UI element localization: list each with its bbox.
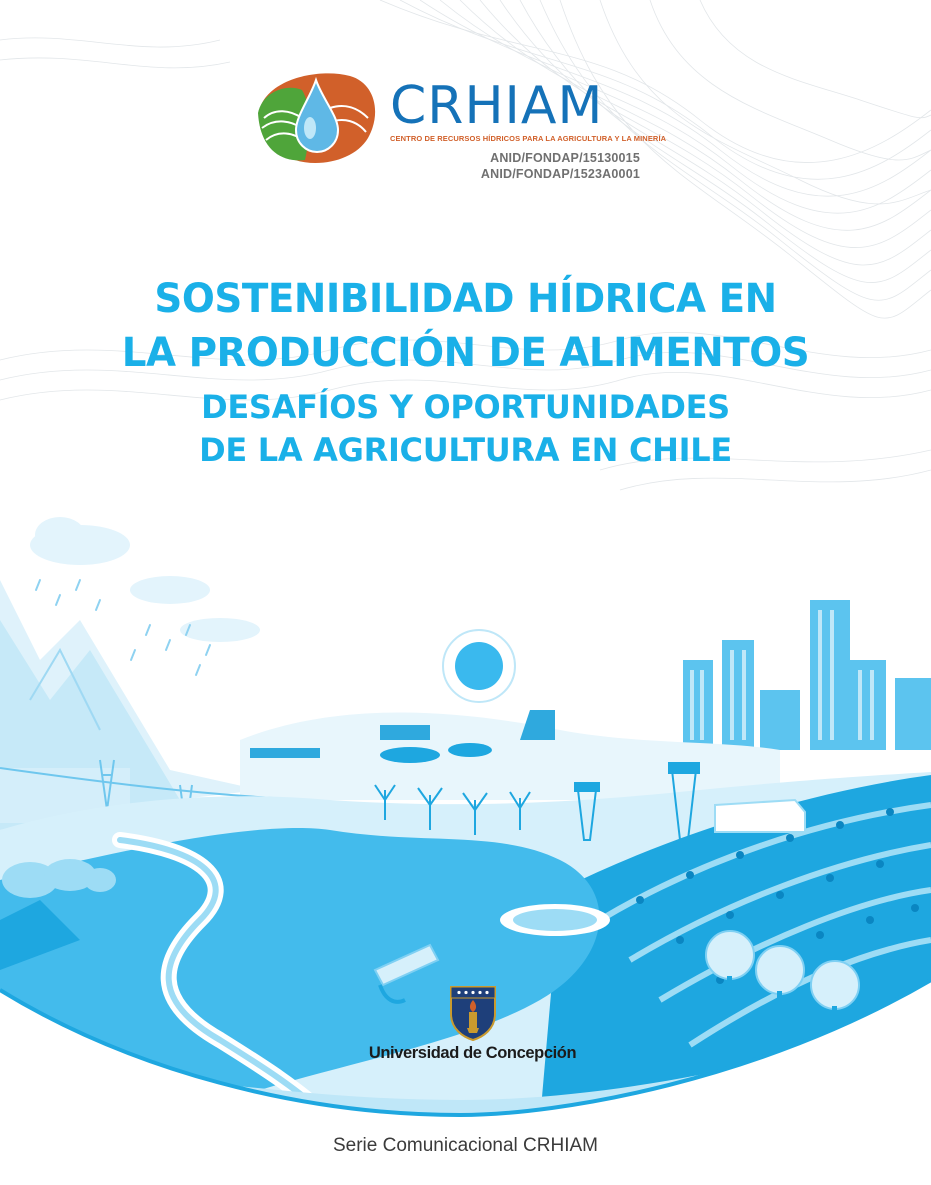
university-name: Universidad de Concepción xyxy=(368,1044,577,1062)
brand-block xyxy=(390,76,690,143)
subtitle-line: DESAFÍOS Y OPORTUNIDADES xyxy=(201,388,730,426)
grant-codes xyxy=(430,150,640,182)
brand-name: CRHIAM xyxy=(390,76,604,136)
subtitle-line: DE LA AGRICULTURA EN CHILE xyxy=(199,431,732,469)
main-title-line: SOSTENIBILIDAD HÍDRICA EN xyxy=(154,276,777,322)
brand-subtitle: CENTRO DE RECURSOS HÍDRICOS PARA LA AGRICULTURA Y LA MINERÍA xyxy=(390,134,667,143)
grant-code: ANID/FONDAP/15130015 xyxy=(490,151,640,165)
main-title-line: LA PRODUCCIÓN DE ALIMENTOS xyxy=(121,330,810,376)
university-logo xyxy=(365,984,580,1063)
university-shield-icon xyxy=(448,984,498,1042)
grant-code: ANID/FONDAP/1523A0001 xyxy=(480,167,640,181)
title-block xyxy=(0,272,931,472)
crhiam-logo-icon xyxy=(250,68,378,168)
series-label: Serie Comunicacional CRHIAM xyxy=(332,1135,599,1156)
